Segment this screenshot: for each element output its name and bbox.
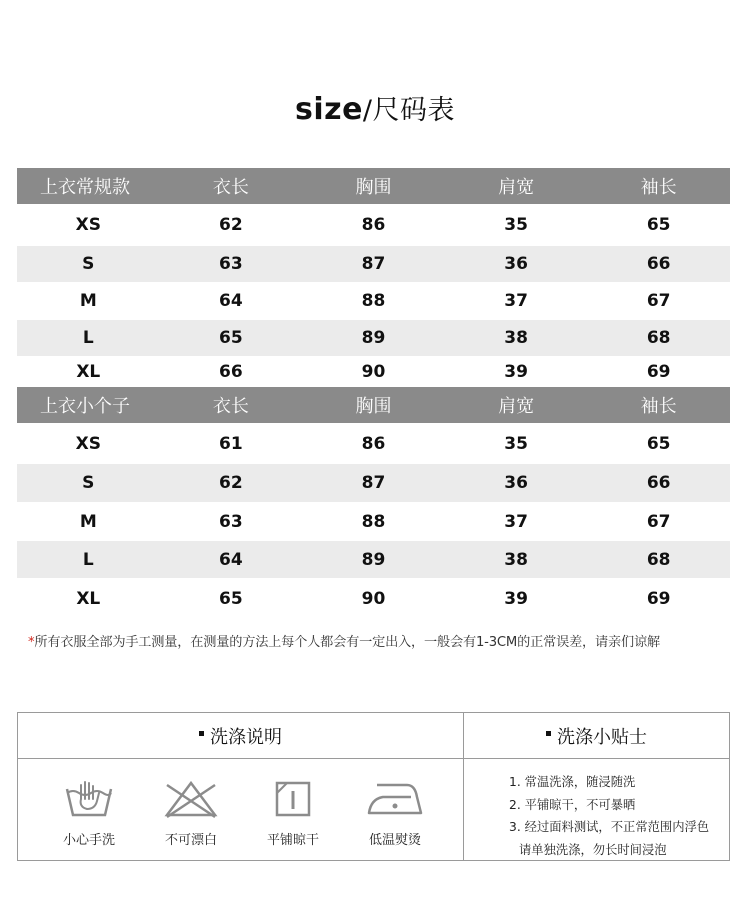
table-cell: L [82,549,94,570]
washing-tips-title: 洗涤小贴士 [557,726,647,748]
measurement-note [28,631,738,650]
table-header [17,387,730,423]
table-cell: 86 [361,433,386,454]
table-cell: 69 [646,362,671,382]
table-row [17,423,730,464]
table-cell: XL [76,362,101,382]
table-row [17,204,730,246]
flat-dry-shade-icon [263,777,323,821]
care-item-label: 平铺晾干 [266,833,319,848]
table-cell: 89 [361,549,386,570]
care-item-label: 不可漂白 [164,833,217,848]
size-table-regular [17,168,730,388]
table-cell: 65 [219,328,243,348]
header-cell: 衣长 [212,396,249,417]
table-cell: 63 [219,254,243,274]
table-cell: 65 [646,215,671,235]
bullet-square [546,731,551,736]
table-row [17,502,730,541]
care-item-hand-wash [44,777,134,857]
table-cell: 90 [361,362,386,382]
panel-divider-horizontal [18,758,729,759]
table-cell: M [79,291,97,311]
table-row [17,282,730,320]
note-asterisk: * [28,635,35,650]
table-cell: 62 [219,473,243,493]
title-cn: /尺码表 [362,95,456,126]
table-cell: 36 [504,254,528,274]
table-cell: XS [75,433,101,454]
table-cell: 63 [219,511,243,532]
table-cell: 39 [504,362,528,382]
washing-tips-heading [464,713,729,758]
table-row [17,246,730,282]
tip-item: 3. 经过面料测试，不正常范围内浮色 [509,820,710,834]
table-cell: 37 [504,511,528,532]
table-cell: 38 [504,328,528,348]
washing-tips-list [509,771,729,861]
table-cell: 88 [361,511,386,532]
no-bleach-icon [161,777,221,821]
header-cell: 胸围 [355,396,392,417]
bullet-square [199,731,204,736]
care-item-flat-dry [248,777,338,857]
table-cell: 37 [504,291,528,311]
table-cell: 64 [219,549,243,570]
table-cell: 38 [504,549,528,570]
header-cell: 上衣常规款 [40,177,130,198]
care-item-label: 小心手洗 [62,833,115,848]
table-cell: 35 [504,215,528,235]
table-cell: 35 [504,433,528,454]
table-row [17,356,730,388]
table-cell: 68 [646,328,671,348]
table-cell: 67 [646,511,671,532]
table-cell: 66 [646,254,671,274]
tip-item: 1. 常温洗涤，随浸随洗 [509,775,636,789]
care-instructions-panel [17,712,730,861]
header-cell: 上衣小个子 [40,396,130,417]
table-cell: XS [75,215,101,235]
table-cell: 67 [646,291,671,311]
table-cell: L [82,328,94,348]
table-cell: 65 [646,433,671,454]
care-item-low-iron [350,777,440,857]
table-cell: 61 [219,433,243,454]
table-cell: 87 [361,254,386,274]
care-item-no-bleach [146,777,236,857]
tip-item: 2. 平铺晾干，不可暴晒 [509,797,636,812]
hand-wash-icon [59,777,119,821]
table-cell: 87 [361,473,386,493]
tip-item: 请单独洗涤，勿长时间浸泡 [519,842,667,857]
table-cell: S [82,473,95,493]
table-cell: 39 [504,589,528,609]
table-cell: S [82,254,95,274]
table-cell: 89 [361,328,386,348]
table-cell: 90 [361,589,386,609]
table-header [17,168,730,204]
table-row [17,541,730,578]
table-cell: 65 [219,589,243,609]
size-table-petite [17,387,730,620]
table-cell: 66 [646,473,671,493]
table-row [17,464,730,502]
page-title [0,88,750,127]
table-cell: XL [76,589,101,609]
care-item-label: 低温熨烫 [368,833,421,848]
table-cell: 68 [646,549,671,570]
table-row [17,578,730,620]
header-cell: 肩宽 [498,396,535,417]
table-cell: 86 [361,215,386,235]
table-cell: 88 [361,291,386,311]
table-cell: 62 [219,215,243,235]
table-cell: 36 [504,473,528,493]
note-text: 所有衣服全部为手工测量，在测量的方法上每个人都会有一定出入，一般会有1-3CM的正常误差，请亲们谅解 [34,635,660,650]
table-cell: 64 [219,291,243,311]
header-cell: 肩宽 [498,177,535,198]
header-cell: 胸围 [355,177,392,198]
header-cell: 衣长 [212,177,249,198]
table-cell: 66 [219,362,243,382]
header-cell: 袖长 [640,396,677,417]
table-row [17,320,730,356]
washing-instructions-heading [18,713,463,758]
washing-instructions-title: 洗涤说明 [210,726,282,748]
header-cell: 袖长 [640,177,677,198]
low-iron-icon [363,777,427,821]
table-cell: 69 [646,589,671,609]
title-en: size [294,92,363,127]
table-cell: M [79,511,97,532]
